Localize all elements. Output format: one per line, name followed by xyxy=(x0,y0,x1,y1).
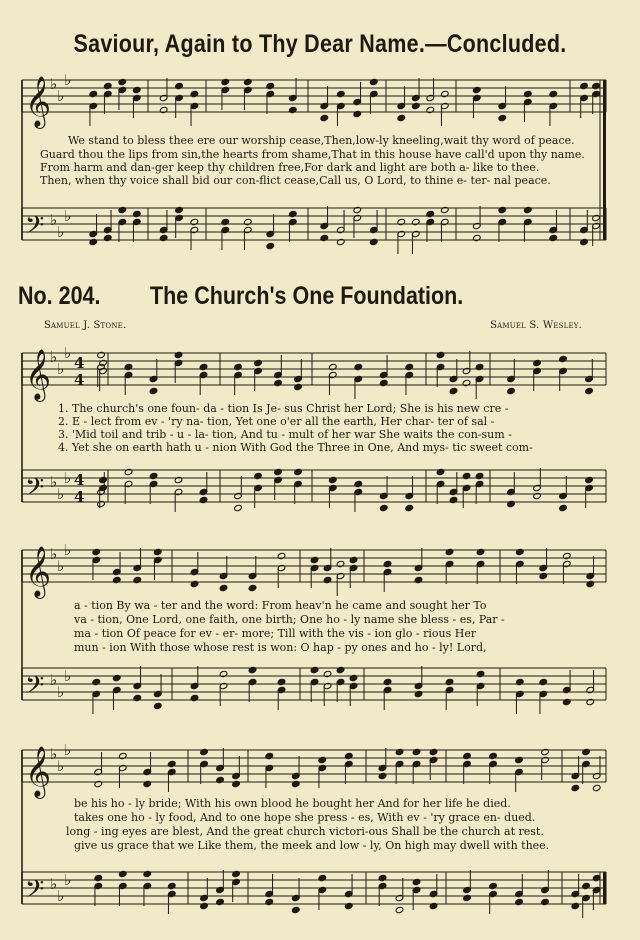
note-head xyxy=(592,82,601,89)
note-head xyxy=(515,548,524,555)
note-head xyxy=(562,698,571,705)
note-head xyxy=(369,78,378,85)
note-head xyxy=(277,678,286,685)
flat-icon: ♭ xyxy=(64,344,72,362)
note-head xyxy=(243,78,252,85)
treble-clef-icon: 𝄞 xyxy=(25,349,52,400)
note-head xyxy=(219,584,228,591)
note-head xyxy=(118,206,127,213)
note-head xyxy=(97,351,106,358)
note-head xyxy=(318,756,327,763)
note-head xyxy=(294,468,303,475)
note-head xyxy=(248,584,257,591)
note-head xyxy=(153,548,162,555)
note-head xyxy=(344,752,353,759)
note-head xyxy=(515,678,524,685)
note-head xyxy=(571,902,580,909)
note-head xyxy=(592,214,601,221)
note-head xyxy=(515,756,524,763)
note-head xyxy=(475,363,484,370)
note-head xyxy=(328,476,337,483)
note-head xyxy=(232,870,241,877)
note-head xyxy=(405,363,414,370)
note-head xyxy=(274,468,283,475)
note-head xyxy=(291,906,300,913)
note-head xyxy=(559,355,568,362)
time-signature-top: 4 xyxy=(74,354,85,372)
note-head xyxy=(379,379,388,386)
note-head xyxy=(216,898,225,905)
treble-clef-icon: 𝄞 xyxy=(25,746,52,797)
note-head xyxy=(200,902,209,909)
note-head xyxy=(541,898,550,905)
note-head xyxy=(336,238,345,245)
note-head xyxy=(462,379,471,386)
note-head xyxy=(190,694,199,701)
flat-icon: ♭ xyxy=(50,75,58,93)
note-head xyxy=(99,359,108,366)
note-head xyxy=(449,496,458,503)
verse-line: ma - tion Of peace for ev - er- more; Till with the vis - ion glo - rious Her xyxy=(74,627,477,640)
note-head xyxy=(449,387,458,394)
note-head xyxy=(143,870,152,877)
flat-icon: ♭ xyxy=(50,348,58,366)
note-head xyxy=(99,476,108,483)
bass-clef-icon: 𝄢 xyxy=(25,875,45,910)
note-head xyxy=(412,748,421,755)
bass-clef-icon: 𝄢 xyxy=(25,473,45,508)
flat-icon: ♭ xyxy=(50,473,58,491)
lyricist-credit: Samuel J. Stone. xyxy=(44,320,127,331)
note-head xyxy=(153,702,162,709)
note-head xyxy=(397,114,406,121)
note-head xyxy=(219,670,228,677)
note-head xyxy=(580,82,589,89)
note-head xyxy=(94,780,103,787)
time-signature-bottom: 4 xyxy=(74,371,85,389)
note-head xyxy=(369,238,378,245)
note-head xyxy=(190,218,199,225)
note-head xyxy=(472,234,481,241)
note-head xyxy=(445,548,454,555)
note-head xyxy=(379,504,388,511)
note-head xyxy=(318,874,327,881)
note-head xyxy=(562,552,571,559)
note-head xyxy=(89,90,98,97)
note-head xyxy=(549,234,558,241)
note-head xyxy=(440,90,449,97)
note-head xyxy=(349,674,358,681)
note-head xyxy=(586,580,595,587)
note-head xyxy=(288,210,297,217)
flat-icon: ♭ xyxy=(50,211,58,229)
flat-icon: ♭ xyxy=(50,545,58,563)
note-head xyxy=(310,556,319,563)
note-head xyxy=(199,363,208,370)
hymn-number: No. 204. xyxy=(18,282,101,310)
note-head xyxy=(175,82,184,89)
note-head xyxy=(539,572,548,579)
note-head xyxy=(277,552,286,559)
composer-credit: Samuel S. Wesley. xyxy=(490,320,582,331)
note-head xyxy=(549,90,558,97)
note-head xyxy=(248,666,257,673)
note-head xyxy=(395,906,404,913)
note-head xyxy=(571,784,580,791)
flat-icon: ♭ xyxy=(64,71,72,89)
note-head xyxy=(266,82,275,89)
flat-icon: ♭ xyxy=(57,87,65,105)
note-head xyxy=(124,363,133,370)
note-head xyxy=(243,218,252,225)
note-head xyxy=(354,480,363,487)
note-head xyxy=(159,106,168,113)
note-head xyxy=(143,780,152,787)
verse-line: 4. Yet she on earth hath u - nion With God the Three in One, And mys- tic sweet com- xyxy=(58,441,533,454)
note-head xyxy=(411,218,420,225)
note-head xyxy=(426,106,435,113)
note-head xyxy=(582,882,591,889)
note-head xyxy=(472,86,481,93)
note-head xyxy=(234,504,243,511)
note-head xyxy=(383,560,392,567)
verse-line: Then, when thy voice shall bid our con-flict cease,Call us, O Lord, to thine e- ter- nal peace. xyxy=(40,174,551,187)
verse-line: 1. The church's one foun- da - tion Is Je- sus Christ her Lord; She is his new cre - xyxy=(58,402,509,415)
note-head xyxy=(320,234,329,241)
note-head xyxy=(234,363,243,370)
note-head xyxy=(310,666,319,673)
note-head xyxy=(414,690,423,697)
note-head xyxy=(445,678,454,685)
note-head xyxy=(462,472,471,479)
note-head xyxy=(190,580,199,587)
note-head xyxy=(489,752,498,759)
note-head xyxy=(132,210,141,217)
flat-icon: ♭ xyxy=(50,875,58,893)
flat-icon: ♭ xyxy=(64,741,72,759)
note-head xyxy=(507,387,516,394)
note-head xyxy=(294,383,303,390)
note-head xyxy=(216,776,225,783)
verse-line: We stand to bless thee ere our worship cease,Then,low-ly kneeling,wait thy word of peace. xyxy=(68,134,575,147)
note-head xyxy=(149,472,158,479)
note-head xyxy=(507,500,516,507)
note-head xyxy=(174,476,183,483)
note-head xyxy=(175,206,184,213)
note-head xyxy=(498,206,507,213)
note-head xyxy=(323,670,332,677)
note-head xyxy=(440,206,449,213)
flat-icon: ♭ xyxy=(64,541,72,559)
verse-line: a - tion By wa - ter and the word: From heav'n he came and sought her To xyxy=(74,599,487,612)
note-head xyxy=(132,86,141,93)
treble-clef-icon: 𝄞 xyxy=(25,546,52,597)
note-head xyxy=(405,504,414,511)
flat-icon: ♭ xyxy=(50,671,58,689)
verse-line: va - tion, One Lord, one faith, one birth; One ho - ly name she bless - es, Par - xyxy=(74,613,505,626)
note-head xyxy=(336,90,345,97)
flat-icon: ♭ xyxy=(57,683,65,701)
note-head xyxy=(349,556,358,563)
note-head xyxy=(328,363,337,370)
verse-line: takes one ho - ly food, And to one hope she press - es, With ev - 'ry grace en- dued. xyxy=(74,811,536,824)
note-head xyxy=(580,238,589,245)
note-head xyxy=(174,351,183,358)
note-head xyxy=(498,114,507,121)
hymn-title: The Church's One Foundation. xyxy=(150,282,464,310)
flat-icon: ♭ xyxy=(57,887,65,905)
note-head xyxy=(585,387,594,394)
note-head xyxy=(541,748,550,755)
note-head xyxy=(533,492,542,499)
note-head xyxy=(539,678,548,685)
note-head xyxy=(112,674,121,681)
time-signature-top: 4 xyxy=(74,471,85,489)
note-head xyxy=(159,234,168,241)
note-head xyxy=(463,752,472,759)
note-head xyxy=(118,870,127,877)
flat-icon: ♭ xyxy=(50,745,58,763)
note-head xyxy=(344,902,353,909)
note-head xyxy=(232,780,241,787)
note-head xyxy=(89,238,98,245)
note-head xyxy=(429,902,438,909)
verse-line: 3. 'Mid toil and trib - u - la- tion, And tu - mult of her war She waits the con-sum - xyxy=(58,428,512,441)
note-head xyxy=(412,878,421,885)
note-head xyxy=(336,666,345,673)
verse-line: long - ing eyes are blest, And the great church victori-ous Shall be the church at rest. xyxy=(66,825,544,838)
note-head xyxy=(103,234,112,241)
flat-icon: ♭ xyxy=(64,207,72,225)
page-title: Saviour, Again to Thy Dear Name.—Concluded. xyxy=(73,30,567,58)
note-head xyxy=(133,576,142,583)
note-head xyxy=(353,110,362,117)
note-head xyxy=(436,468,445,475)
note-head xyxy=(221,218,230,225)
note-head xyxy=(383,678,392,685)
verse-line: be his ho - ly bride; With his own blood he bought her And for her life he died. xyxy=(74,797,511,810)
note-head xyxy=(97,500,106,507)
note-head xyxy=(265,752,274,759)
note-head xyxy=(378,772,387,779)
flat-icon: ♭ xyxy=(64,667,72,685)
verse-line: mun - ion With those whose rest is won: O hap - py ones and ho - ly! Lord, xyxy=(74,641,487,654)
note-head xyxy=(353,206,362,213)
note-head xyxy=(323,576,332,583)
note-head xyxy=(411,102,420,109)
flat-icon: ♭ xyxy=(57,485,65,503)
flat-icon: ♭ xyxy=(57,757,65,775)
note-head xyxy=(167,760,176,767)
bass-clef-icon: 𝄢 xyxy=(25,671,45,706)
flat-icon: ♭ xyxy=(57,360,65,378)
bass-clef-icon: 𝄢 xyxy=(25,211,45,246)
note-head xyxy=(463,894,472,901)
note-head xyxy=(118,78,127,85)
note-head xyxy=(124,468,133,475)
note-head xyxy=(92,678,101,685)
note-head xyxy=(320,114,329,121)
verse-line: Guard thou the lips from sin,the hearts from shame,That in this house have call'd upon thy name. xyxy=(40,148,585,161)
note-head xyxy=(112,576,121,583)
verse-line: give us grace that we Like them, the meek and low - ly, On high may dwell with thee. xyxy=(74,839,550,852)
note-head xyxy=(266,242,275,249)
note-head xyxy=(94,874,103,881)
note-head xyxy=(291,780,300,787)
verse-line: 2. E - lect from ev - 'ry na- tion, Yet one o'er all the earth, Her char- ter of sal - xyxy=(58,415,495,428)
flat-icon: ♭ xyxy=(57,223,65,241)
note-head xyxy=(582,748,591,755)
note-head xyxy=(254,359,263,366)
note-head xyxy=(118,752,127,759)
note-head xyxy=(489,882,498,889)
treble-clef-icon: 𝄞 xyxy=(25,76,52,127)
note-head xyxy=(436,351,445,358)
note-head xyxy=(476,548,485,555)
note-head xyxy=(559,504,568,511)
note-head xyxy=(476,670,485,677)
note-head xyxy=(167,882,176,889)
flat-icon: ♭ xyxy=(64,469,72,487)
note-head xyxy=(586,698,595,705)
note-head xyxy=(397,218,406,225)
note-head xyxy=(592,784,601,791)
note-head xyxy=(274,379,283,386)
note-head xyxy=(149,387,158,394)
note-head xyxy=(190,90,199,97)
note-head xyxy=(199,496,208,503)
note-head xyxy=(265,898,274,905)
flat-icon: ♭ xyxy=(57,557,65,575)
note-head xyxy=(414,576,423,583)
verse-line: From harm and dan-ger keep thy children free,For dark and light are both a- like to thee. xyxy=(40,161,540,174)
note-head xyxy=(395,748,404,755)
time-signature-bottom: 4 xyxy=(74,488,85,506)
note-head xyxy=(429,748,438,755)
note-head xyxy=(92,548,101,555)
note-head xyxy=(533,359,542,366)
note-head xyxy=(221,78,230,85)
note-head xyxy=(475,472,484,479)
note-head xyxy=(378,874,387,881)
note-head xyxy=(426,210,435,217)
note-head xyxy=(288,106,297,113)
note-head xyxy=(103,82,112,89)
note-head xyxy=(200,748,209,755)
note-head xyxy=(354,363,363,370)
final-barline xyxy=(603,872,606,904)
note-head xyxy=(133,694,142,701)
flat-icon: ♭ xyxy=(64,871,72,889)
note-head xyxy=(585,476,594,483)
note-head xyxy=(515,898,524,905)
note-head xyxy=(523,90,532,97)
note-head xyxy=(254,472,263,479)
note-head xyxy=(523,206,532,213)
note-head xyxy=(336,560,345,567)
